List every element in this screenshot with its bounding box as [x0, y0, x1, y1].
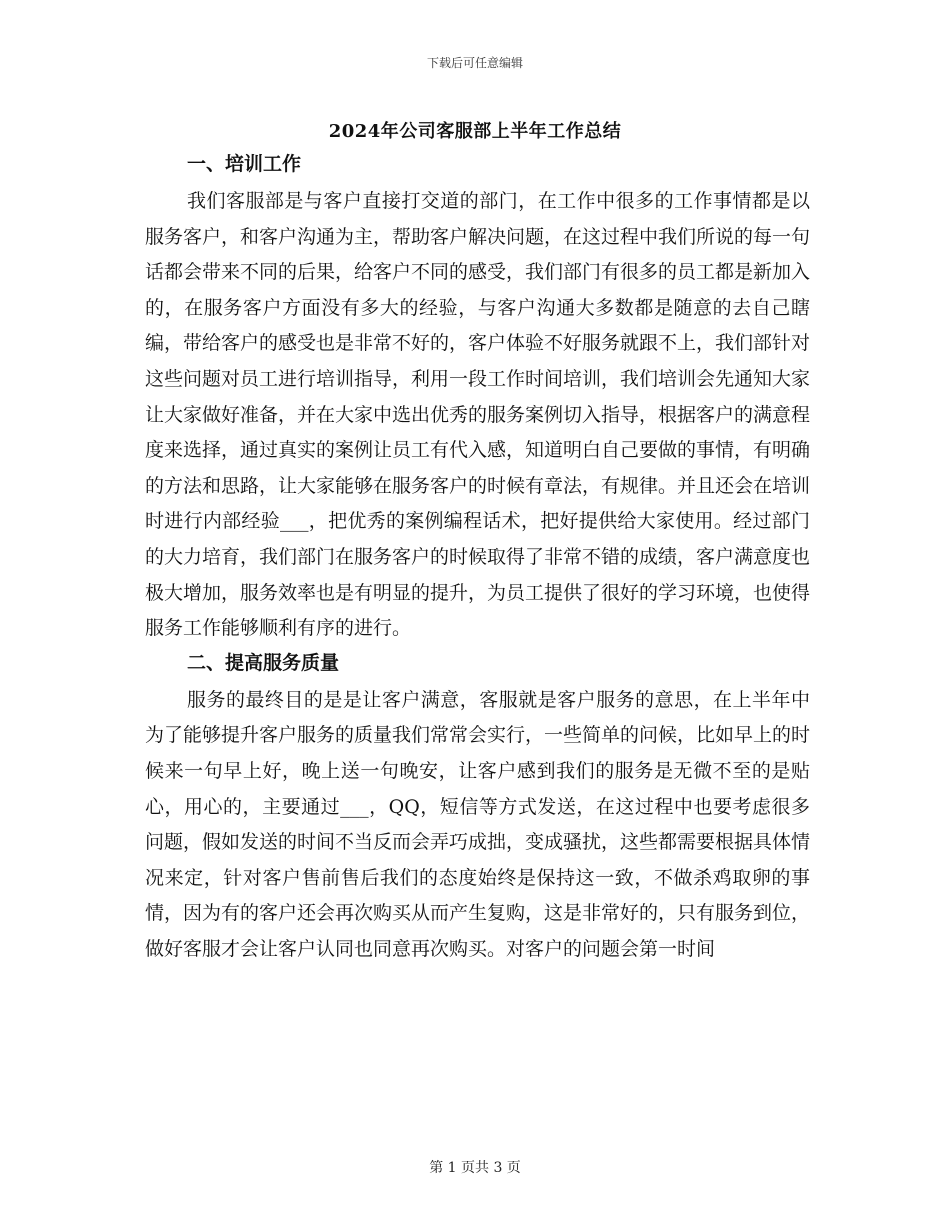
page-header-note: 下载后可任意编辑	[426, 56, 523, 70]
section-heading-training: 一、培训工作	[187, 153, 302, 175]
document-title: 2024年公司客服部上半年工作总结	[328, 121, 622, 142]
section-heading-service-quality: 二、提高服务质量	[187, 651, 340, 674]
document-body	[145, 150, 810, 967]
section-paragraph-training: 我们客服部是与客户直接打交道的部门，在工作中很多的工作事情都是以服务客户，和客户沟通为主，帮助客户解决问题，在这过程中我们所说的每一句话都会带来不同的后果，给客户不同的感受，我们部门有很多的员工都是新加入的，在服务客户方面没有多大的经验，与客户沟通大多数都是随意的去自己瞎编，带给客户的感受也是非常不好的，客户体验不好服务就跟不上，我们部针对这些问题对员工进行培训指导，利用一段工作时间培训，我们培训会先通知大家让大家做好准备，并在大家中选出优秀的服务案例切入指导，根据客户的满意程度来选择，通过真实的案例让员工有代入感，知道明白自己要做的事情，有明确的方法和思路，让大家能够在服务客户的时候有章法，有规律。并且还会在培训时进行内部经验___，把优秀的案例编程话术，把好提供给大家使用。经过部门的大力培育，我们部门在服务客户的时候取得了非常不错的成绩，客户满意度也极大增加，服务效率也是有明显的提升，为员工提供了很好的学习环境，也使得服务工作能够顺利有序的进行。	[145, 190, 811, 640]
section-paragraph-service-quality: 服务的最终目的是是让客户满意，客服就是客户服务的意思，在上半年中为了能够提升客户服务的质量我们常常会实行，一些简单的问候，比如早上的时候来一句早上好，晚上送一句晚安，让客户感到我们的服务是无微不至的是贴心，用心的，主要通过___，QQ，短信等方式发送，在这过程中也要考虑很多问题，假如发送的时间不当反而会弄巧成拙，变成骚扰，这些都需要根据具体情况来定，针对客户售前售后我们的态度始终是保持这一致，不做杀鸡取卵的事情，因为有的客户还会再次购买从而产生复购，这是非常好的，只有服务到位，做好客服才会让客户认同也同意再次购买。对客户的问题会第一时间	[145, 688, 811, 960]
page-footer: 第 1 页共 3 页	[429, 1160, 521, 1176]
